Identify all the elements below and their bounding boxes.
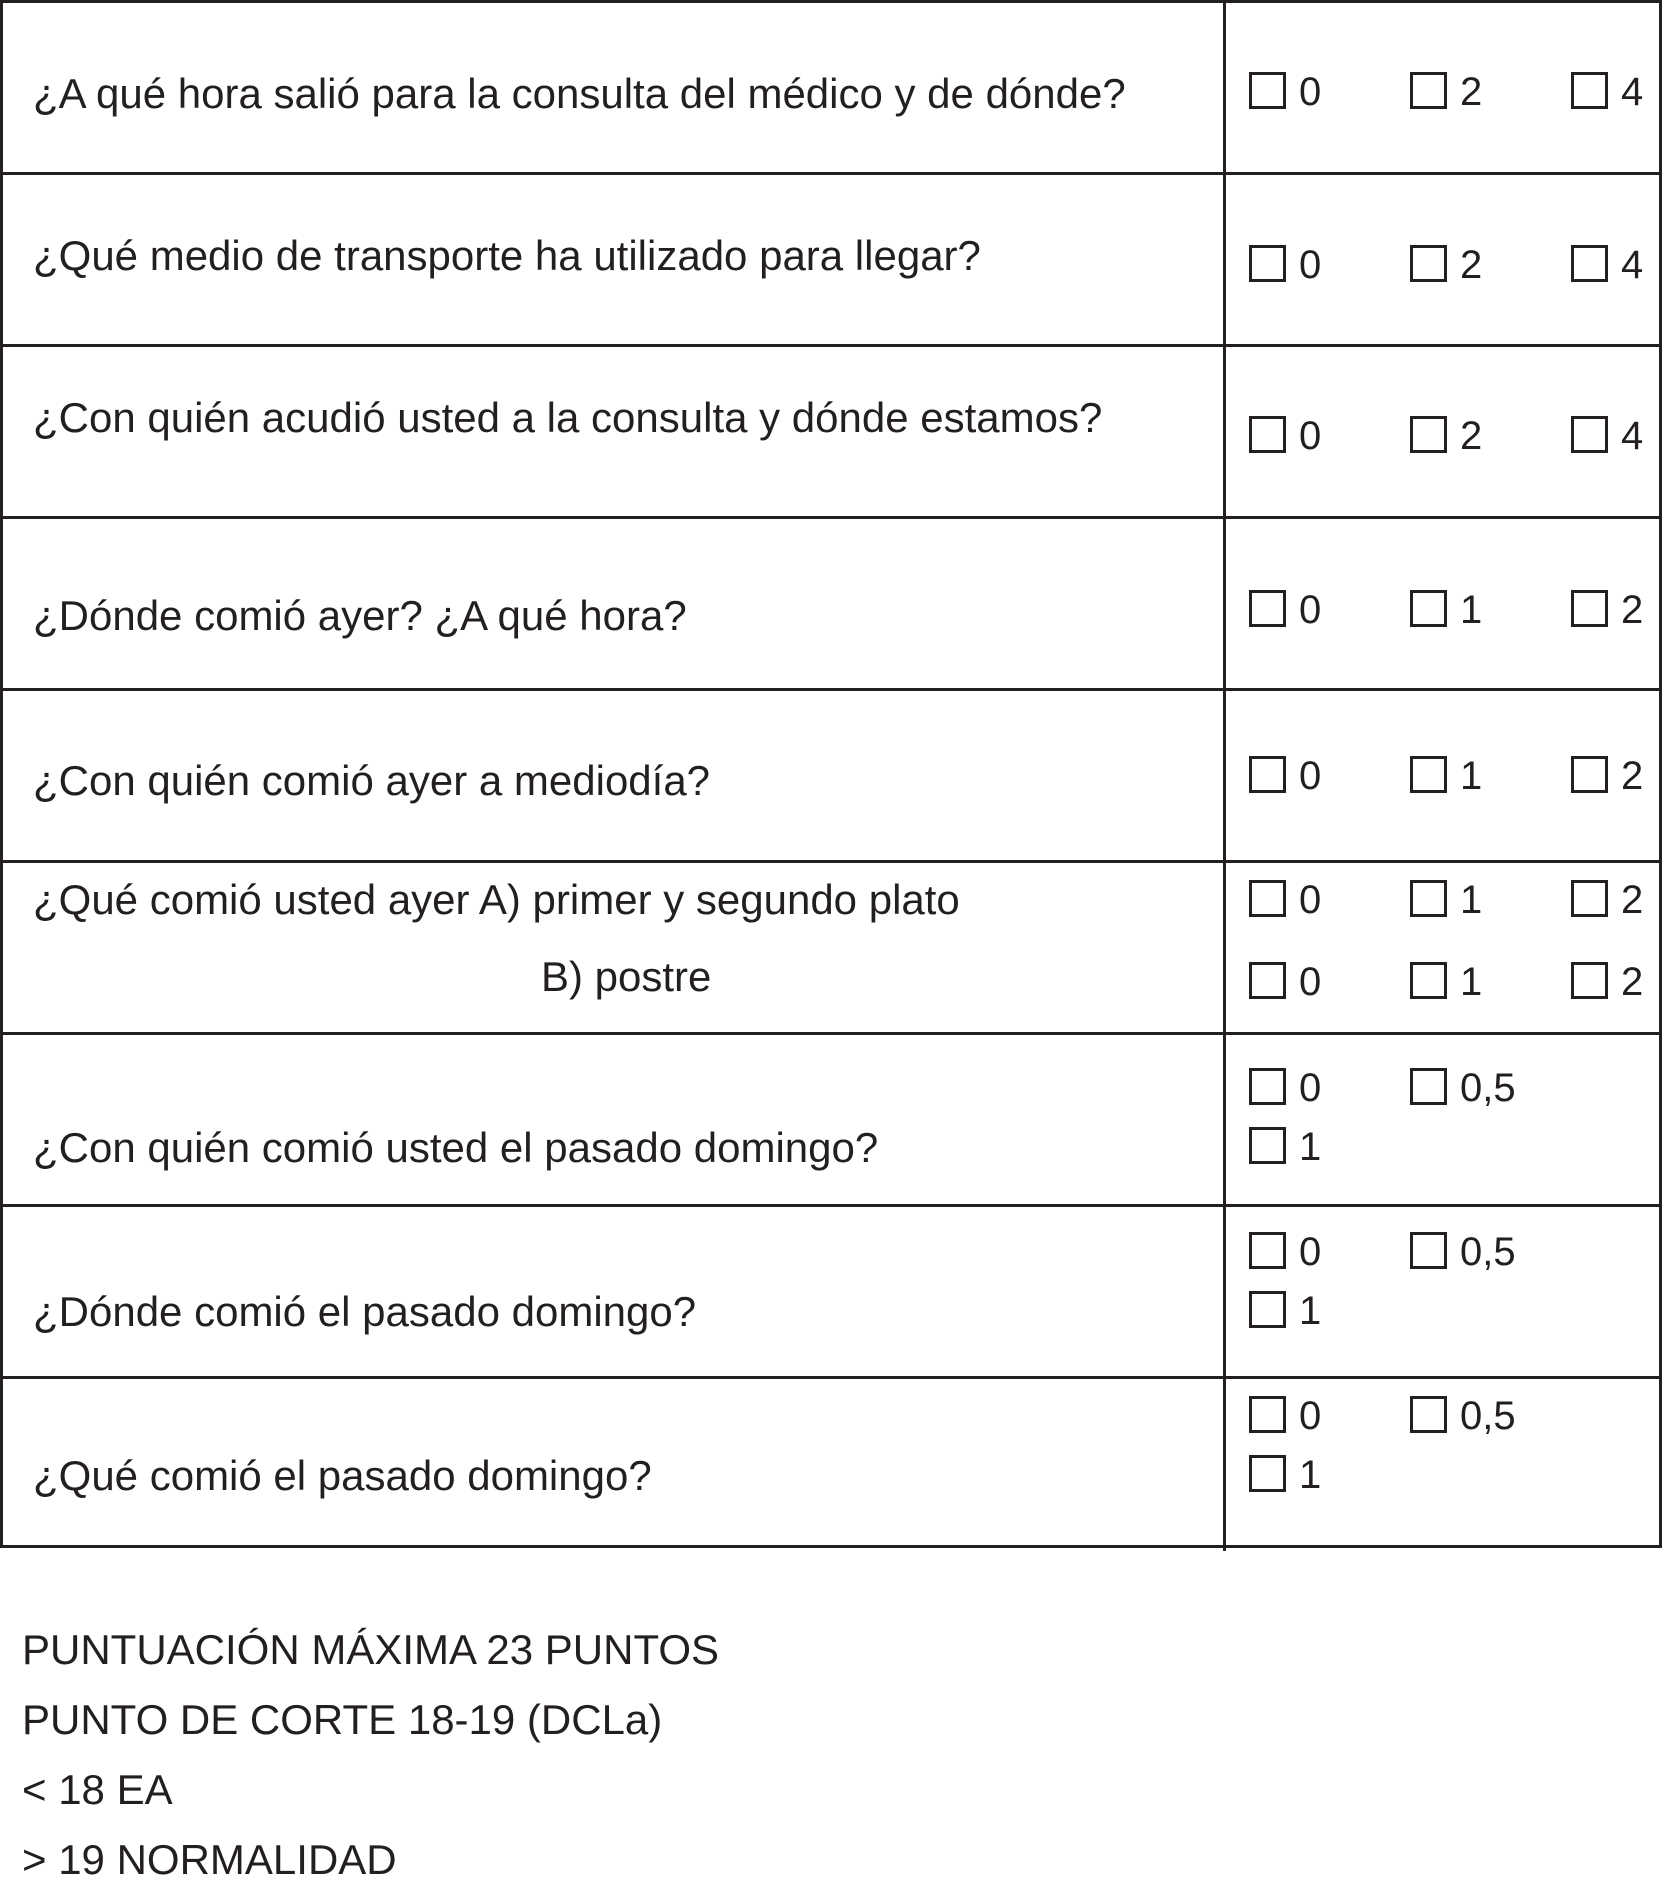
checkbox-icon[interactable] [1410,880,1447,917]
option-0[interactable] [1249,1394,1321,1438]
option-1[interactable] [1249,1289,1321,1333]
ea-threshold-note: < 18 EA [22,1766,173,1813]
question-row-6 [3,863,1659,1035]
question-cell [3,175,1226,344]
option-score: 0 [1299,588,1322,632]
checkbox-icon[interactable] [1249,962,1286,999]
checkbox-icon[interactable] [1571,72,1608,109]
question-cell [3,691,1226,860]
option-b-2[interactable] [1571,960,1643,1004]
option-score: 1 [1460,754,1483,798]
option-score: 2 [1621,754,1644,798]
options-cell [1226,519,1659,688]
option-4[interactable] [1571,414,1643,458]
question-row-3 [3,347,1659,519]
option-score: 1 [1460,588,1483,632]
question-text: ¿Qué comió el pasado domingo? [33,1452,652,1499]
checkbox-icon[interactable] [1571,590,1608,627]
option-score: 0,5 [1460,1230,1516,1274]
option-0-5[interactable] [1410,1230,1516,1274]
checkbox-icon[interactable] [1410,245,1447,282]
checkbox-icon[interactable] [1249,1068,1286,1105]
question-text: ¿Con quién acudió usted a la consulta y dónde estamos? [33,394,1103,441]
options-cell [1226,1035,1659,1204]
question-row-4 [3,519,1659,691]
question-text: ¿Qué comió usted ayer A) primer y segundo plato [33,876,960,923]
cutoff-note: PUNTO DE CORTE 18-19 (DCLa) [22,1696,663,1743]
option-0-5[interactable] [1410,1066,1516,1110]
checkbox-icon[interactable] [1249,1127,1286,1164]
checkbox-icon[interactable] [1410,1396,1447,1433]
option-score: 4 [1621,70,1644,114]
option-score: 0 [1299,960,1322,1004]
max-score-note: PUNTUACIÓN MÁXIMA 23 PUNTOS [22,1626,720,1673]
question-row-7 [3,1035,1659,1207]
checkbox-icon[interactable] [1410,756,1447,793]
option-score: 1 [1460,878,1483,922]
option-score: 0 [1299,70,1322,114]
option-score: 0 [1299,1394,1322,1438]
option-2[interactable] [1410,70,1482,114]
option-0[interactable] [1249,754,1321,798]
question-row-8 [3,1207,1659,1379]
option-b-1[interactable] [1410,960,1482,1004]
scoring-notes [22,1615,719,1895]
option-score: 1 [1299,1453,1322,1497]
option-score: 0 [1299,243,1322,287]
option-score: 2 [1621,960,1644,1004]
question-cell [3,863,1226,1032]
option-0[interactable] [1249,1230,1321,1274]
question-cell [3,1379,1226,1551]
checkbox-icon[interactable] [1571,880,1608,917]
option-score: 2 [1621,588,1644,632]
option-2[interactable] [1410,414,1482,458]
question-text: ¿Con quién comió usted el pasado domingo? [33,1124,879,1171]
checkbox-icon[interactable] [1249,1291,1286,1328]
option-1[interactable] [1249,1453,1321,1497]
checkbox-icon[interactable] [1410,72,1447,109]
option-0[interactable] [1249,243,1321,287]
checkbox-icon[interactable] [1249,72,1286,109]
question-text: ¿Con quién comió ayer a mediodía? [33,757,711,804]
checkbox-icon[interactable] [1571,756,1608,793]
checkbox-icon[interactable] [1410,416,1447,453]
options-cell [1226,3,1659,172]
option-score: 0 [1299,1230,1322,1274]
checkbox-icon[interactable] [1410,962,1447,999]
option-1[interactable] [1249,1125,1321,1169]
question-text: ¿Dónde comió el pasado domingo? [33,1288,697,1335]
checkbox-icon[interactable] [1249,1455,1286,1492]
subquestion-text: B) postre [541,953,712,1000]
option-score: 0 [1299,414,1322,458]
option-score: 0,5 [1460,1066,1516,1110]
question-row-9 [3,1379,1659,1551]
option-score: 1 [1299,1289,1322,1333]
option-score: 0 [1299,878,1322,922]
option-score: 1 [1299,1125,1322,1169]
checkbox-icon[interactable] [1571,416,1608,453]
option-b-0[interactable] [1249,960,1321,1004]
options-cell [1226,691,1659,860]
option-4[interactable] [1571,70,1643,114]
option-0[interactable] [1249,70,1321,114]
question-text: ¿A qué hora salió para la consulta del médico y de dónde? [33,70,1126,117]
option-score: 4 [1621,414,1644,458]
option-score: 0 [1299,1066,1322,1110]
options-cell [1226,1379,1659,1551]
checkbox-icon[interactable] [1249,1396,1286,1433]
question-text: ¿Dónde comió ayer? ¿A qué hora? [33,592,687,639]
option-1[interactable] [1410,588,1482,632]
option-a-1[interactable] [1410,878,1482,922]
option-score: 2 [1621,878,1644,922]
normality-threshold-note: > 19 NORMALIDAD [22,1836,397,1883]
option-4[interactable] [1571,243,1643,287]
question-cell [3,1207,1226,1376]
checkbox-icon[interactable] [1249,880,1286,917]
option-1[interactable] [1410,754,1482,798]
option-2[interactable] [1571,754,1643,798]
checkbox-icon[interactable] [1249,756,1286,793]
option-score: 1 [1460,960,1483,1004]
option-0[interactable] [1249,414,1321,458]
question-cell [3,1035,1226,1204]
question-row-5 [3,691,1659,863]
question-row-1 [3,3,1659,175]
checkbox-icon[interactable] [1249,1232,1286,1269]
options-cell [1226,347,1659,516]
option-a-2[interactable] [1571,878,1643,922]
checkbox-icon[interactable] [1249,590,1286,627]
checkbox-icon[interactable] [1410,1232,1447,1269]
option-0[interactable] [1249,1066,1321,1110]
question-cell [3,347,1226,516]
question-text: ¿Qué medio de transporte ha utilizado para llegar? [33,232,981,279]
option-a-0[interactable] [1249,878,1321,922]
checkbox-icon[interactable] [1410,1068,1447,1105]
checkbox-icon[interactable] [1571,962,1608,999]
option-score: 2 [1460,70,1483,114]
option-score: 2 [1460,243,1483,287]
option-score: 2 [1460,414,1483,458]
option-0[interactable] [1249,588,1321,632]
option-score: 0,5 [1460,1394,1516,1438]
checkbox-icon[interactable] [1249,245,1286,282]
options-cell [1226,175,1659,344]
question-row-2 [3,175,1659,347]
checkbox-icon[interactable] [1410,590,1447,627]
checkbox-icon[interactable] [1249,416,1286,453]
option-0-5[interactable] [1410,1394,1516,1438]
option-score: 4 [1621,243,1644,287]
option-2[interactable] [1571,588,1643,632]
question-cell [3,519,1226,688]
question-cell [3,3,1226,172]
options-cell [1226,1207,1659,1376]
options-cell [1226,863,1659,1032]
checkbox-icon[interactable] [1571,245,1608,282]
option-score: 0 [1299,754,1322,798]
option-2[interactable] [1410,243,1482,287]
